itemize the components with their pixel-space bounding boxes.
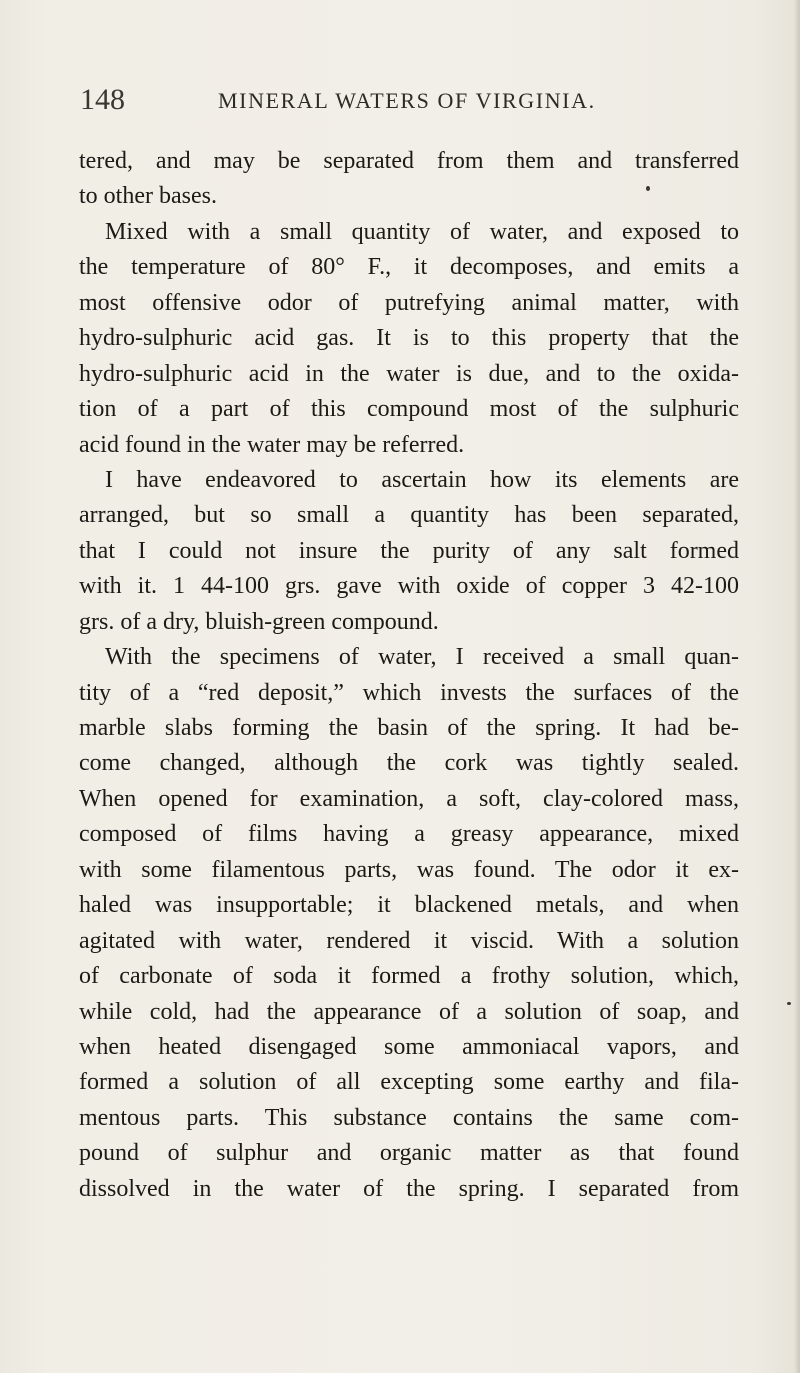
page-edge-shadow [794, 0, 800, 1373]
text-line: agitated with water, rendered it viscid. With a solution [79, 927, 739, 954]
text-line: with some filamentous parts, was found. The odor it ex- [79, 856, 739, 883]
body-text [79, 144, 739, 1207]
text-line: hydro-sulphuric acid in the water is due, and to the oxida- [79, 360, 739, 387]
text-line: When opened for examination, a soft, clay-colored mass, [79, 785, 739, 812]
text-line: tered, and may be separated from them and transferred [79, 148, 739, 174]
text-line: pound of sulphur and organic matter as that found [79, 1140, 739, 1167]
paragraph-first-line: I have endeavored to ascertain how its elements are [105, 466, 739, 493]
text-line: marble slabs forming the basin of the spring. It had be- [79, 715, 739, 741]
paragraph-first-line: With the specimens of water, I received a small quan- [105, 644, 739, 671]
text-line: while cold, had the appearance of a solution of soap, and [79, 998, 739, 1025]
scan-speck [646, 186, 650, 191]
paragraph-first-line: Mixed with a small quantity of water, and exposed to [105, 218, 739, 245]
page-number: 148 [80, 83, 125, 116]
text-line: to other bases. [79, 183, 217, 210]
text-line: acid found in the water may be referred. [79, 431, 465, 458]
text-line: most offensive odor of putrefying animal matter, with [79, 289, 739, 316]
text-line: dissolved in the water of the spring. I separated from [79, 1175, 739, 1202]
text-line: that I could not insure the purity of any salt formed [79, 537, 739, 564]
text-line: haled was insupportable; it blackened metals, and when [79, 892, 739, 919]
text-line: hydro-sulphuric acid gas. It is to this property that the [79, 325, 739, 352]
running-title: MINERAL WATERS OF VIRGINIA. [218, 88, 596, 113]
text-line: tion of a part of this compound most of the sulphuric [79, 396, 739, 423]
text-line: arranged, but so small a quantity has been separated, [79, 502, 739, 529]
text-line: with it. 1 44-100 grs. gave with oxide of copper 3 42-100 [79, 573, 739, 600]
text-line: come changed, although the cork was tightly sealed. [79, 750, 739, 777]
text-line: when heated disengaged some ammoniacal vapors, and [79, 1033, 739, 1060]
running-head [80, 82, 740, 118]
scan-speck [787, 1002, 791, 1005]
text-line: mentous parts. This substance contains the same com- [79, 1104, 739, 1131]
text-line: formed a solution of all excepting some earthy and fila- [79, 1069, 739, 1096]
text-line: composed of films having a greasy appearance, mixed [79, 821, 739, 848]
text-line: the temperature of 80° F., it decomposes, and emits a [79, 254, 739, 281]
text-line: tity of a “red deposit,” which invests the surfaces of the [79, 679, 739, 706]
text-line: of carbonate of soda it formed a frothy solution, which, [79, 963, 739, 990]
text-line: grs. of a dry, bluish-green compound. [79, 608, 439, 635]
